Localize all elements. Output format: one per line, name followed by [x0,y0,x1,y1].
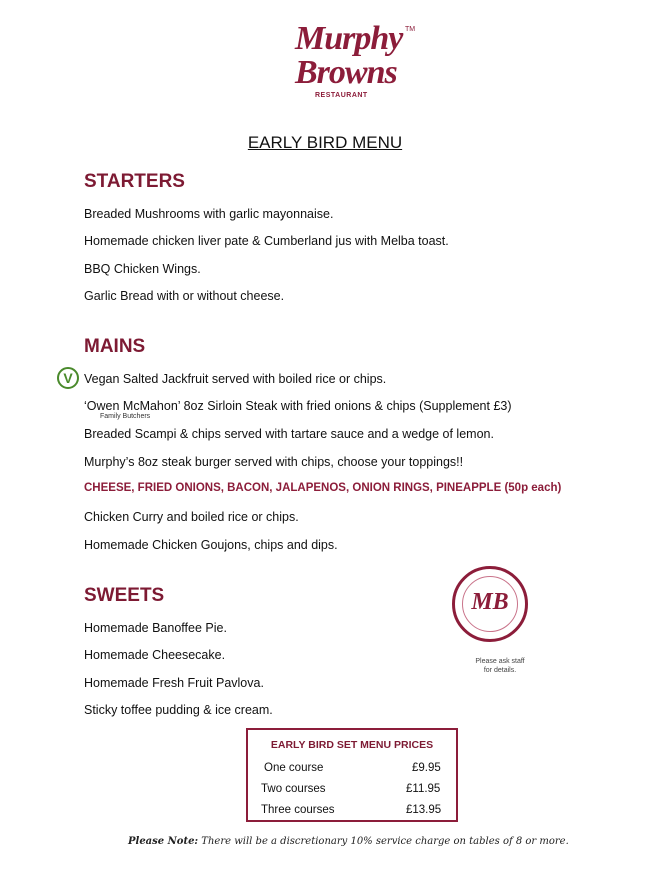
starter-item: Homemade chicken liver pate & Cumberland jus with Melba toast. [84,234,449,248]
price-row-value: £9.95 [412,762,441,774]
starter-item: Garlic Bread with or without cheese. [84,289,285,303]
sweet-item: Homemade Cheesecake. [84,648,226,662]
starter-item: Breaded Mushrooms with garlic mayonnaise. [84,207,334,221]
logo-subtitle: RESTAURANT [315,92,368,99]
restaurant-logo [285,20,425,105]
sweet-item: Homemade Fresh Fruit Pavlova. [84,676,264,690]
badge-monogram: MB [471,589,509,615]
sweets-heading: SWEETS [84,585,165,606]
price-row-label: Three courses [261,804,335,816]
allergy-note [470,657,530,675]
main-item: ‘Owen McMahon’ 8oz Sirloin Steak with fried onions & chips (Supplement £3) [84,399,512,413]
butchers-label: Family Butchers [100,413,151,420]
starter-item: BBQ Chicken Wings. [84,262,201,276]
main-item: Vegan Salted Jackfruit served with boiled rice or chips. [84,372,387,386]
note-text: There will be a discretionary 10% service charge on tables of 8 or more. [198,836,569,847]
allergy-note-line: for details. [483,667,517,674]
logo-line-2: Browns [295,54,397,91]
price-box-title: EARLY BIRD SET MENU PRICES [270,739,434,751]
price-row-label: Two courses [261,783,326,795]
menu-title: EARLY BIRD MENU [247,133,403,152]
burger-toppings: CHEESE, FRIED ONIONS, BACON, JALAPENOS, ONION RINGS, PINEAPPLE (50p each) [84,482,562,494]
note-label: Please Note: [128,836,199,847]
mains-heading: MAINS [84,336,146,357]
price-row-label: One course [264,762,324,774]
main-item: Chicken Curry and boiled rice or chips. [84,510,299,524]
sweet-item: Homemade Banoffee Pie. [84,621,227,635]
logo-line-1: Murphy [295,20,403,57]
set-menu-price-box [246,728,458,822]
service-charge-note [128,836,569,847]
allergy-info-badge [452,566,528,642]
vegan-icon: V [57,367,79,389]
price-row-value: £11.95 [406,783,441,795]
main-item: Murphy’s 8oz steak burger served with chips, choose your toppings!! [84,455,464,469]
sweet-item: Sticky toffee pudding & ice cream. [84,703,273,717]
logo-trademark: TM [405,26,416,33]
main-item: Homemade Chicken Goujons, chips and dips. [84,538,338,552]
starters-heading: STARTERS [84,171,185,192]
main-item: Breaded Scampi & chips served with tartare sauce and a wedge of lemon. [84,427,494,441]
price-row-value: £13.95 [406,804,442,816]
allergy-note-line: Please ask staff [475,658,525,665]
